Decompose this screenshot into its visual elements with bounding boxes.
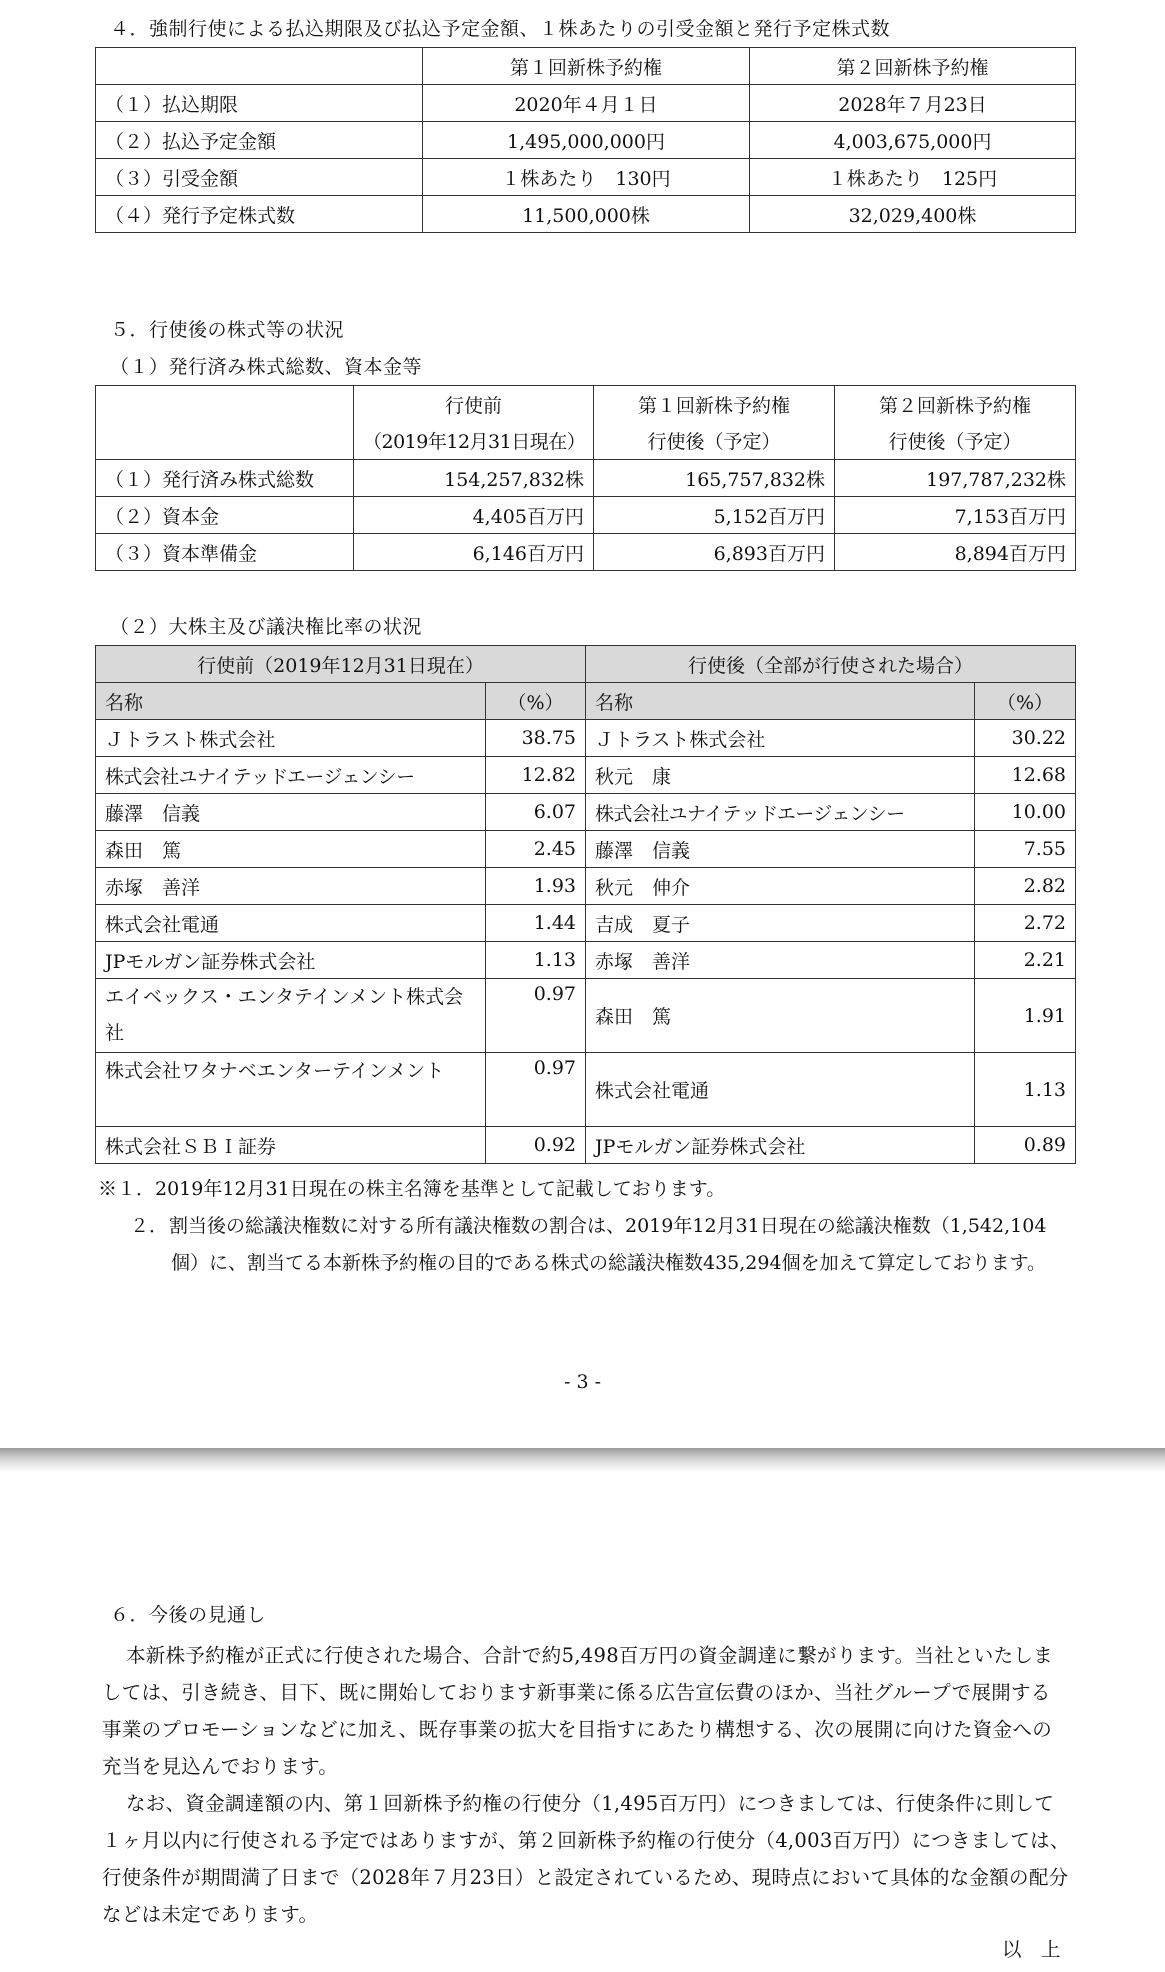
shareholder-percent: 0.89 xyxy=(975,1127,1076,1164)
table-row xyxy=(96,1127,1076,1164)
shareholder-name: 株式会社ワタナベエンターテインメント xyxy=(96,1053,486,1127)
col-header-before-date: （2019年12月31日現在） xyxy=(354,423,594,460)
table-header-row xyxy=(96,48,1076,85)
shareholder-name: 森田 篤 xyxy=(586,979,975,1053)
table-cell: 4,003,675,000円 xyxy=(750,122,1076,159)
shareholder-name: 森田 篤 xyxy=(96,831,486,868)
row-label: （３）引受金額 xyxy=(96,159,423,196)
shareholder-name: Ｊトラスト株式会社 xyxy=(586,720,975,757)
table-row xyxy=(96,196,1076,233)
col-header-first-rights: 第１回新株予約権 xyxy=(423,48,750,85)
col-header-after-first: 第１回新株予約権 xyxy=(594,386,835,423)
table-row xyxy=(96,905,1076,942)
shareholder-percent: 2.72 xyxy=(975,905,1076,942)
table-cell: 165,757,832株 xyxy=(594,460,835,497)
table-cell: 6,146百万円 xyxy=(354,534,594,571)
table-cell: 4,405百万円 xyxy=(354,497,594,534)
after-exercise-header: 行使後（全部が行使された場合） xyxy=(586,646,1076,683)
row-label: （１）払込期限 xyxy=(96,85,423,122)
shareholder-name: 赤塚 善洋 xyxy=(96,868,486,905)
shareholder-percent: 0.97 xyxy=(486,979,586,1053)
row-label: （２）払込予定金額 xyxy=(96,122,423,159)
name-header: 名称 xyxy=(96,683,486,720)
shareholder-percent: 2.45 xyxy=(486,831,586,868)
shareholder-percent: 2.21 xyxy=(975,942,1076,979)
col-header-before: 行使前 xyxy=(354,386,594,423)
col-header-second-rights: 第２回新株予約権 xyxy=(750,48,1076,85)
table-row xyxy=(96,942,1076,979)
table-header-row xyxy=(96,683,1076,720)
section-5-subtitle-2: （２）大株主及び議決権比率の状況 xyxy=(110,616,423,638)
table-row xyxy=(96,868,1076,905)
before-exercise-header: 行使前（2019年12月31日現在） xyxy=(96,646,586,683)
table-cell: 197,787,232株 xyxy=(835,460,1076,497)
table-row xyxy=(96,720,1076,757)
section-4-title: ４．強制行使による払込期限及び払込予定金額、１株あたりの引受金額と発行予定株式数 xyxy=(110,18,891,40)
col-header-after-first-note: 行使後（予定） xyxy=(594,423,835,460)
shareholder-name: エイベックス・エンタテインメント株式会社 xyxy=(96,979,486,1053)
percent-header: （%） xyxy=(486,683,586,720)
empty-header-cell xyxy=(96,48,423,85)
table-cell: 1,495,000,000円 xyxy=(423,122,750,159)
table-row xyxy=(96,122,1076,159)
footnote-2-number: ２． xyxy=(130,1215,169,1237)
table-cell: 154,257,832株 xyxy=(354,460,594,497)
table-cell: 11,500,000株 xyxy=(423,196,750,233)
table-cell: 7,153百万円 xyxy=(835,497,1076,534)
shareholder-name: 株式会社電通 xyxy=(586,1053,975,1127)
table-row xyxy=(96,85,1076,122)
shareholder-percent: 0.97 xyxy=(486,1053,586,1127)
shareholder-name: 藤澤 信義 xyxy=(586,831,975,868)
page-number: - 3 - xyxy=(563,1371,601,1393)
table-row xyxy=(96,794,1076,831)
shareholder-percent: 1.91 xyxy=(975,979,1076,1053)
table-row xyxy=(96,159,1076,196)
table-cell: 8,894百万円 xyxy=(835,534,1076,571)
row-label: （１）発行済み株式総数 xyxy=(96,460,354,497)
table-row xyxy=(96,497,1076,534)
shareholder-name: 株式会社電通 xyxy=(96,905,486,942)
shareholder-name: 藤澤 信義 xyxy=(96,794,486,831)
shareholder-percent: 1.44 xyxy=(486,905,586,942)
closing-mark: 以 上 xyxy=(1002,1938,1061,1961)
table-cell: 6,893百万円 xyxy=(594,534,835,571)
shareholder-name: 秋元 伸介 xyxy=(586,868,975,905)
outlook-paragraph-2: なお、資金調達額の内、第１回新株予約権の行使分（1,495百万円）につきましては、行使条件に則して１ヶ月以内に行使される予定ではありますが、第２回新株予約権の行使分（4,003百万円）につきましては、行使条件が期間満了日まで（2028年７月23日）と設定されているため、現時点において具体的な金額の配分などは未定であります。 xyxy=(102,1792,1070,1926)
shareholder-percent: 0.92 xyxy=(486,1127,586,1164)
table-row xyxy=(96,831,1076,868)
shareholder-percent: 2.82 xyxy=(975,868,1076,905)
empty-header-cell xyxy=(96,386,354,460)
table-cell: 2028年７月23日 xyxy=(750,85,1076,122)
table-cell: 2020年４月１日 xyxy=(423,85,750,122)
shareholder-percent: 12.82 xyxy=(486,757,586,794)
row-label: （３）資本準備金 xyxy=(96,534,354,571)
table-row xyxy=(96,1053,1076,1127)
shareholder-percent: 1.13 xyxy=(975,1053,1076,1127)
shareholder-percent: 30.22 xyxy=(975,720,1076,757)
shareholder-name: 株式会社ＳＢＩ証券 xyxy=(96,1127,486,1164)
table-cell: １株あたり 125円 xyxy=(750,159,1076,196)
col-header-after-second: 第２回新株予約権 xyxy=(835,386,1076,423)
shareholder-percent: 12.68 xyxy=(975,757,1076,794)
table-row xyxy=(96,534,1076,571)
section-6-title: ６．今後の見通し xyxy=(110,1604,267,1626)
shareholder-name: 秋元 康 xyxy=(586,757,975,794)
shareholder-name: JPモルガン証券株式会社 xyxy=(586,1127,975,1164)
major-shareholders-table xyxy=(95,645,1076,1164)
table-row xyxy=(96,979,1076,1053)
table-row xyxy=(96,757,1076,794)
shareholder-name: Ｊトラスト株式会社 xyxy=(96,720,486,757)
shareholder-percent: 10.00 xyxy=(975,794,1076,831)
share-capital-table xyxy=(95,385,1076,571)
section-5-title: ５．行使後の株式等の状況 xyxy=(110,319,345,341)
table-header-row xyxy=(96,386,1076,423)
row-label: （２）資本金 xyxy=(96,497,354,534)
table-cell: 32,029,400株 xyxy=(750,196,1076,233)
payment-schedule-table xyxy=(95,47,1076,233)
shareholder-percent: 38.75 xyxy=(486,720,586,757)
name-header: 名称 xyxy=(586,683,975,720)
shareholder-name: 吉成 夏子 xyxy=(586,905,975,942)
document-page-4 xyxy=(0,1472,1165,1972)
section-5-subtitle-1: （１）発行済み株式総数、資本金等 xyxy=(110,356,423,378)
shareholder-name: 赤塚 善洋 xyxy=(586,942,975,979)
table-row xyxy=(96,460,1076,497)
shareholder-percent: 7.55 xyxy=(975,831,1076,868)
table-header-row xyxy=(96,646,1076,683)
row-label: （４）発行予定株式数 xyxy=(96,196,423,233)
footnote-2: 割当後の総議決権数に対する所有議決権数の割合は、2019年12月31日現在の総議決権数（1,542,104個）に、割当てる本新株予約権の目的である株式の総議決権数435,294個を加えて算定しております。 xyxy=(169,1215,1047,1274)
percent-header: （%） xyxy=(975,683,1076,720)
shareholder-name: JPモルガン証券株式会社 xyxy=(96,942,486,979)
table-cell: １株あたり 130円 xyxy=(423,159,750,196)
shareholder-percent: 6.07 xyxy=(486,794,586,831)
shareholder-percent: 1.93 xyxy=(486,868,586,905)
shareholder-name: 株式会社ユナイテッドエージェンシー xyxy=(586,794,975,831)
page-separator xyxy=(0,1448,1165,1472)
outlook-paragraph-1: 本新株予約権が正式に行使された場合、合計で約5,498百万円の資金調達に繋がります。当社といたしましては、引き続き、目下、既に開始しております新事業に係る広告宣伝費のほか、当社グループで展開する事業のプロモーションなどに加え、既存事業の拡大を目指すにあたり構想する、次の展開に向けた資金への充当を見込んでおります。 xyxy=(102,1644,1053,1778)
col-header-after-second-note: 行使後（予定） xyxy=(835,423,1076,460)
shareholder-name: 株式会社ユナイテッドエージェンシー xyxy=(96,757,486,794)
shareholder-percent: 1.13 xyxy=(486,942,586,979)
footnote-1: ※１．2019年12月31日現在の株主名簿を基準として記載しております。 xyxy=(98,1178,726,1200)
table-cell: 5,152百万円 xyxy=(594,497,835,534)
